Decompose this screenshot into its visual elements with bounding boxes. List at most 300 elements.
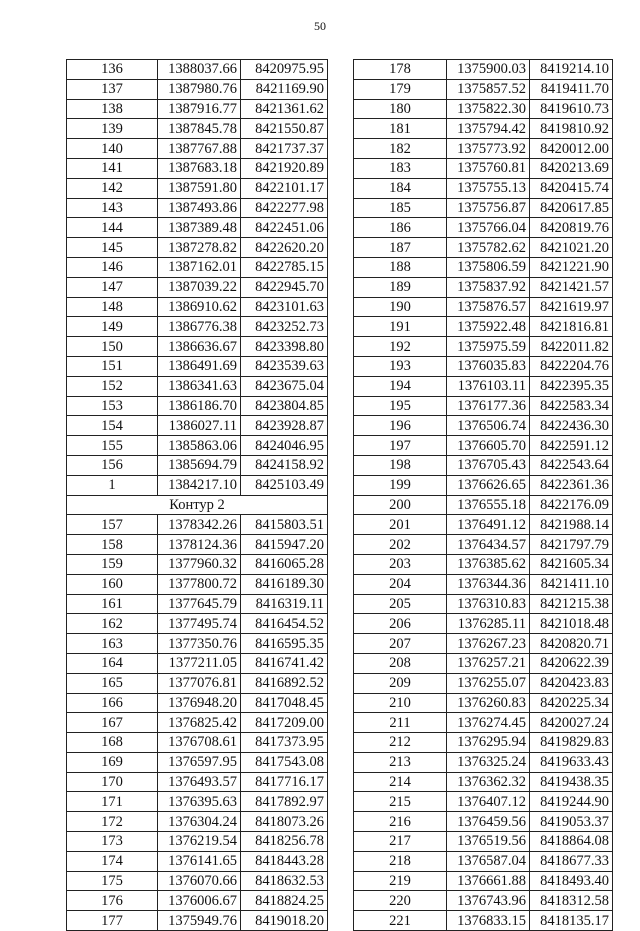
table-row	[354, 218, 613, 238]
table-row	[354, 535, 613, 555]
point-number: 200	[354, 495, 447, 515]
y-coordinate: 8416189.30	[241, 574, 328, 594]
x-coordinate: 1376257.21	[447, 653, 530, 673]
table-row	[354, 455, 613, 475]
x-coordinate: 1387591.80	[158, 178, 241, 198]
y-coordinate: 8418824.25	[241, 891, 328, 911]
x-coordinate: 1376459.56	[447, 812, 530, 832]
table-row	[354, 832, 613, 852]
y-coordinate: 8420975.95	[241, 60, 328, 80]
table-row	[67, 851, 328, 871]
y-coordinate: 8419018.20	[241, 911, 328, 931]
table-row	[67, 60, 328, 80]
y-coordinate: 8423539.63	[241, 356, 328, 376]
table-row	[67, 198, 328, 218]
point-number: 141	[67, 158, 158, 178]
table-row	[354, 396, 613, 416]
x-coordinate: 1376103.11	[447, 376, 530, 396]
x-coordinate: 1376597.95	[158, 752, 241, 772]
point-number: 178	[354, 60, 447, 80]
x-coordinate: 1376825.42	[158, 713, 241, 733]
table-row	[67, 752, 328, 772]
point-number: 209	[354, 673, 447, 693]
x-coordinate: 1376141.65	[158, 851, 241, 871]
point-number: 202	[354, 535, 447, 555]
table-row	[67, 337, 328, 357]
y-coordinate: 8416454.52	[241, 614, 328, 634]
table-row	[67, 238, 328, 258]
table-row	[67, 614, 328, 634]
table-row	[354, 376, 613, 396]
y-coordinate: 8416741.42	[241, 653, 328, 673]
point-number: 138	[67, 99, 158, 119]
y-coordinate: 8421411.10	[530, 574, 613, 594]
x-coordinate: 1375773.92	[447, 139, 530, 159]
point-number: 136	[67, 60, 158, 80]
x-coordinate: 1376325.24	[447, 752, 530, 772]
y-coordinate: 8422395.35	[530, 376, 613, 396]
point-number: 218	[354, 851, 447, 871]
y-coordinate: 8422204.76	[530, 356, 613, 376]
table-row	[67, 653, 328, 673]
x-coordinate: 1387980.76	[158, 79, 241, 99]
point-number: 219	[354, 871, 447, 891]
table-row	[354, 337, 613, 357]
x-coordinate: 1375975.59	[447, 337, 530, 357]
y-coordinate: 8419053.37	[530, 812, 613, 832]
point-number: 194	[354, 376, 447, 396]
point-number: 188	[354, 257, 447, 277]
point-number: 149	[67, 317, 158, 337]
point-number: 161	[67, 594, 158, 614]
y-coordinate: 8417373.95	[241, 733, 328, 753]
table-row	[67, 535, 328, 555]
table-row	[354, 733, 613, 753]
x-coordinate: 1376661.88	[447, 871, 530, 891]
point-number: 147	[67, 277, 158, 297]
point-number: 191	[354, 317, 447, 337]
x-coordinate: 1376304.24	[158, 812, 241, 832]
y-coordinate: 8418443.28	[241, 851, 328, 871]
y-coordinate: 8420415.74	[530, 178, 613, 198]
x-coordinate: 1376705.43	[447, 455, 530, 475]
point-number: 143	[67, 198, 158, 218]
y-coordinate: 8416595.35	[241, 634, 328, 654]
y-coordinate: 8419633.43	[530, 752, 613, 772]
table-row	[354, 158, 613, 178]
table-row	[354, 792, 613, 812]
table-row	[354, 119, 613, 139]
y-coordinate: 8422011.82	[530, 337, 613, 357]
y-coordinate: 8422785.15	[241, 257, 328, 277]
y-coordinate: 8421169.90	[241, 79, 328, 99]
table-row	[354, 79, 613, 99]
table-row	[354, 99, 613, 119]
point-number: 139	[67, 119, 158, 139]
y-coordinate: 8418135.17	[530, 911, 613, 931]
table-row	[67, 356, 328, 376]
table-row	[354, 594, 613, 614]
x-coordinate: 1377211.05	[158, 653, 241, 673]
coordinates-table-right	[353, 59, 613, 931]
point-number: 1	[67, 475, 158, 495]
table-row	[354, 911, 613, 931]
table-row	[354, 139, 613, 159]
table-row	[67, 911, 328, 931]
table-row	[354, 851, 613, 871]
table-row	[354, 436, 613, 456]
x-coordinate: 1376407.12	[447, 792, 530, 812]
table-row	[67, 733, 328, 753]
y-coordinate: 8422176.09	[530, 495, 613, 515]
table-row	[67, 772, 328, 792]
x-coordinate: 1376035.83	[447, 356, 530, 376]
table-row	[67, 99, 328, 119]
point-number: 179	[354, 79, 447, 99]
table-row	[354, 60, 613, 80]
y-coordinate: 8418256.78	[241, 832, 328, 852]
y-coordinate: 8419214.10	[530, 60, 613, 80]
y-coordinate: 8418864.08	[530, 832, 613, 852]
x-coordinate: 1377800.72	[158, 574, 241, 594]
x-coordinate: 1386341.63	[158, 376, 241, 396]
y-coordinate: 8418677.33	[530, 851, 613, 871]
point-number: 215	[354, 792, 447, 812]
point-number: 190	[354, 297, 447, 317]
x-coordinate: 1386910.62	[158, 297, 241, 317]
y-coordinate: 8420012.00	[530, 139, 613, 159]
point-number: 140	[67, 139, 158, 159]
point-number: 192	[354, 337, 447, 357]
x-coordinate: 1375876.57	[447, 297, 530, 317]
y-coordinate: 8422361.36	[530, 475, 613, 495]
point-number: 170	[67, 772, 158, 792]
x-coordinate: 1377645.79	[158, 594, 241, 614]
y-coordinate: 8421550.87	[241, 119, 328, 139]
table-row	[67, 891, 328, 911]
table-row	[354, 257, 613, 277]
y-coordinate: 8424046.95	[241, 436, 328, 456]
point-number: 186	[354, 218, 447, 238]
table-row	[67, 812, 328, 832]
y-coordinate: 8422583.34	[530, 396, 613, 416]
point-number: 212	[354, 733, 447, 753]
page-number: 50	[314, 19, 326, 33]
y-coordinate: 8420225.34	[530, 693, 613, 713]
x-coordinate: 1386776.38	[158, 317, 241, 337]
point-number: 189	[354, 277, 447, 297]
y-coordinate: 8422591.12	[530, 436, 613, 456]
x-coordinate: 1376833.15	[447, 911, 530, 931]
x-coordinate: 1375782.62	[447, 238, 530, 258]
table-row	[354, 772, 613, 792]
table-row	[67, 832, 328, 852]
table-row	[67, 871, 328, 891]
y-coordinate: 8418493.40	[530, 871, 613, 891]
x-coordinate: 1387916.77	[158, 99, 241, 119]
y-coordinate: 8420423.83	[530, 673, 613, 693]
table-row	[67, 257, 328, 277]
table-row	[354, 614, 613, 634]
point-number: 208	[354, 653, 447, 673]
table-row	[67, 396, 328, 416]
x-coordinate: 1377350.76	[158, 634, 241, 654]
point-number: 213	[354, 752, 447, 772]
point-number: 198	[354, 455, 447, 475]
x-coordinate: 1375766.04	[447, 218, 530, 238]
y-coordinate: 8419810.92	[530, 119, 613, 139]
table-row	[67, 218, 328, 238]
x-coordinate: 1386186.70	[158, 396, 241, 416]
x-coordinate: 1387845.78	[158, 119, 241, 139]
y-coordinate: 8419438.35	[530, 772, 613, 792]
table-row	[67, 455, 328, 475]
x-coordinate: 1375837.92	[447, 277, 530, 297]
y-coordinate: 8417048.45	[241, 693, 328, 713]
table-row	[67, 634, 328, 654]
point-number: 154	[67, 416, 158, 436]
y-coordinate: 8423804.85	[241, 396, 328, 416]
point-number: 205	[354, 594, 447, 614]
x-coordinate: 1387039.22	[158, 277, 241, 297]
x-coordinate: 1376310.83	[447, 594, 530, 614]
x-coordinate: 1376948.20	[158, 693, 241, 713]
x-coordinate: 1376605.70	[447, 436, 530, 456]
x-coordinate: 1378124.36	[158, 535, 241, 555]
y-coordinate: 8419411.70	[530, 79, 613, 99]
point-number: 151	[67, 356, 158, 376]
point-number: 172	[67, 812, 158, 832]
y-coordinate: 8418632.53	[241, 871, 328, 891]
y-coordinate: 8420820.71	[530, 634, 613, 654]
x-coordinate: 1377960.32	[158, 554, 241, 574]
x-coordinate: 1375900.03	[447, 60, 530, 80]
table-row	[354, 198, 613, 218]
x-coordinate: 1376255.07	[447, 673, 530, 693]
point-number: 163	[67, 634, 158, 654]
point-number: 197	[354, 436, 447, 456]
table-row	[67, 139, 328, 159]
point-number: 171	[67, 792, 158, 812]
x-coordinate: 1385863.06	[158, 436, 241, 456]
section-row	[67, 495, 328, 515]
y-coordinate: 8424158.92	[241, 455, 328, 475]
point-number: 210	[354, 693, 447, 713]
y-coordinate: 8423928.87	[241, 416, 328, 436]
point-number: 182	[354, 139, 447, 159]
x-coordinate: 1375756.87	[447, 198, 530, 218]
table-row	[67, 376, 328, 396]
y-coordinate: 8419829.83	[530, 733, 613, 753]
point-number: 203	[354, 554, 447, 574]
x-coordinate: 1387389.48	[158, 218, 241, 238]
x-coordinate: 1376743.96	[447, 891, 530, 911]
point-number: 180	[354, 99, 447, 119]
point-number: 156	[67, 455, 158, 475]
x-coordinate: 1386027.11	[158, 416, 241, 436]
point-number: 199	[354, 475, 447, 495]
x-coordinate: 1376493.57	[158, 772, 241, 792]
point-number: 217	[354, 832, 447, 852]
point-number: 220	[354, 891, 447, 911]
y-coordinate: 8421988.14	[530, 515, 613, 535]
x-coordinate: 1375857.52	[447, 79, 530, 99]
y-coordinate: 8421421.57	[530, 277, 613, 297]
table-row	[67, 297, 328, 317]
x-coordinate: 1376708.61	[158, 733, 241, 753]
coordinates-table-left	[66, 59, 328, 931]
y-coordinate: 8421619.97	[530, 297, 613, 317]
point-number: 145	[67, 238, 158, 258]
x-coordinate: 1376267.23	[447, 634, 530, 654]
table-row	[67, 713, 328, 733]
point-number: 137	[67, 79, 158, 99]
x-coordinate: 1376491.12	[447, 515, 530, 535]
y-coordinate: 8425103.49	[241, 475, 328, 495]
table-row	[67, 158, 328, 178]
table-row	[67, 574, 328, 594]
point-number: 216	[354, 812, 447, 832]
point-number: 142	[67, 178, 158, 198]
point-number: 195	[354, 396, 447, 416]
point-number: 173	[67, 832, 158, 852]
x-coordinate: 1385694.79	[158, 455, 241, 475]
y-coordinate: 8420213.69	[530, 158, 613, 178]
section-title: Контур 2	[67, 495, 328, 515]
y-coordinate: 8417892.97	[241, 792, 328, 812]
x-coordinate: 1376260.83	[447, 693, 530, 713]
table-row	[354, 673, 613, 693]
point-number: 211	[354, 713, 447, 733]
x-coordinate: 1375922.48	[447, 317, 530, 337]
table-row	[67, 119, 328, 139]
point-number: 207	[354, 634, 447, 654]
point-number: 214	[354, 772, 447, 792]
x-coordinate: 1376395.63	[158, 792, 241, 812]
table-row	[354, 693, 613, 713]
table-row	[354, 297, 613, 317]
y-coordinate: 8418073.26	[241, 812, 328, 832]
y-coordinate: 8422436.30	[530, 416, 613, 436]
x-coordinate: 1376555.18	[447, 495, 530, 515]
x-coordinate: 1376362.32	[447, 772, 530, 792]
y-coordinate: 8421605.34	[530, 554, 613, 574]
x-coordinate: 1387493.86	[158, 198, 241, 218]
x-coordinate: 1375949.76	[158, 911, 241, 931]
y-coordinate: 8421920.89	[241, 158, 328, 178]
point-number: 152	[67, 376, 158, 396]
x-coordinate: 1376506.74	[447, 416, 530, 436]
y-coordinate: 8420027.24	[530, 713, 613, 733]
x-coordinate: 1376295.94	[447, 733, 530, 753]
x-coordinate: 1376385.62	[447, 554, 530, 574]
table-row	[354, 475, 613, 495]
table-row	[354, 238, 613, 258]
y-coordinate: 8415803.51	[241, 515, 328, 535]
y-coordinate: 8421797.79	[530, 535, 613, 555]
x-coordinate: 1376219.54	[158, 832, 241, 852]
y-coordinate: 8423675.04	[241, 376, 328, 396]
table-row	[354, 634, 613, 654]
x-coordinate: 1386636.67	[158, 337, 241, 357]
x-coordinate: 1376177.36	[447, 396, 530, 416]
point-number: 175	[67, 871, 158, 891]
table-row	[354, 554, 613, 574]
point-number: 146	[67, 257, 158, 277]
y-coordinate: 8419244.90	[530, 792, 613, 812]
point-number: 187	[354, 238, 447, 258]
y-coordinate: 8422620.20	[241, 238, 328, 258]
x-coordinate: 1387683.18	[158, 158, 241, 178]
y-coordinate: 8421221.90	[530, 257, 613, 277]
point-number: 176	[67, 891, 158, 911]
table-row	[354, 713, 613, 733]
table-row	[354, 495, 613, 515]
point-number: 164	[67, 653, 158, 673]
x-coordinate: 1375806.59	[447, 257, 530, 277]
y-coordinate: 8422945.70	[241, 277, 328, 297]
point-number: 167	[67, 713, 158, 733]
table-row	[67, 416, 328, 436]
table-row	[354, 317, 613, 337]
y-coordinate: 8417716.17	[241, 772, 328, 792]
table-row	[67, 277, 328, 297]
y-coordinate: 8417543.08	[241, 752, 328, 772]
table-row	[67, 673, 328, 693]
point-number: 155	[67, 436, 158, 456]
point-number: 166	[67, 693, 158, 713]
table-row	[67, 792, 328, 812]
y-coordinate: 8415947.20	[241, 535, 328, 555]
x-coordinate: 1376006.67	[158, 891, 241, 911]
point-number: 196	[354, 416, 447, 436]
y-coordinate: 8420622.39	[530, 653, 613, 673]
table-row	[354, 812, 613, 832]
point-number: 157	[67, 515, 158, 535]
point-number: 153	[67, 396, 158, 416]
y-coordinate: 8416892.52	[241, 673, 328, 693]
table-row	[354, 356, 613, 376]
point-number: 181	[354, 119, 447, 139]
point-number: 150	[67, 337, 158, 357]
y-coordinate: 8423398.80	[241, 337, 328, 357]
x-coordinate: 1376587.04	[447, 851, 530, 871]
table-row	[354, 574, 613, 594]
table-row	[354, 871, 613, 891]
point-number: 206	[354, 614, 447, 634]
y-coordinate: 8421215.38	[530, 594, 613, 614]
y-coordinate: 8421737.37	[241, 139, 328, 159]
y-coordinate: 8423252.73	[241, 317, 328, 337]
table-row	[354, 653, 613, 673]
point-number: 159	[67, 554, 158, 574]
point-number: 177	[67, 911, 158, 931]
y-coordinate: 8418312.58	[530, 891, 613, 911]
x-coordinate: 1376626.65	[447, 475, 530, 495]
point-number: 204	[354, 574, 447, 594]
y-coordinate: 8422101.17	[241, 178, 328, 198]
x-coordinate: 1387162.01	[158, 257, 241, 277]
x-coordinate: 1376344.36	[447, 574, 530, 594]
y-coordinate: 8421816.81	[530, 317, 613, 337]
x-coordinate: 1377495.74	[158, 614, 241, 634]
point-number: 160	[67, 574, 158, 594]
table-row	[67, 79, 328, 99]
y-coordinate: 8421021.20	[530, 238, 613, 258]
point-number: 148	[67, 297, 158, 317]
x-coordinate: 1375794.42	[447, 119, 530, 139]
point-number: 169	[67, 752, 158, 772]
